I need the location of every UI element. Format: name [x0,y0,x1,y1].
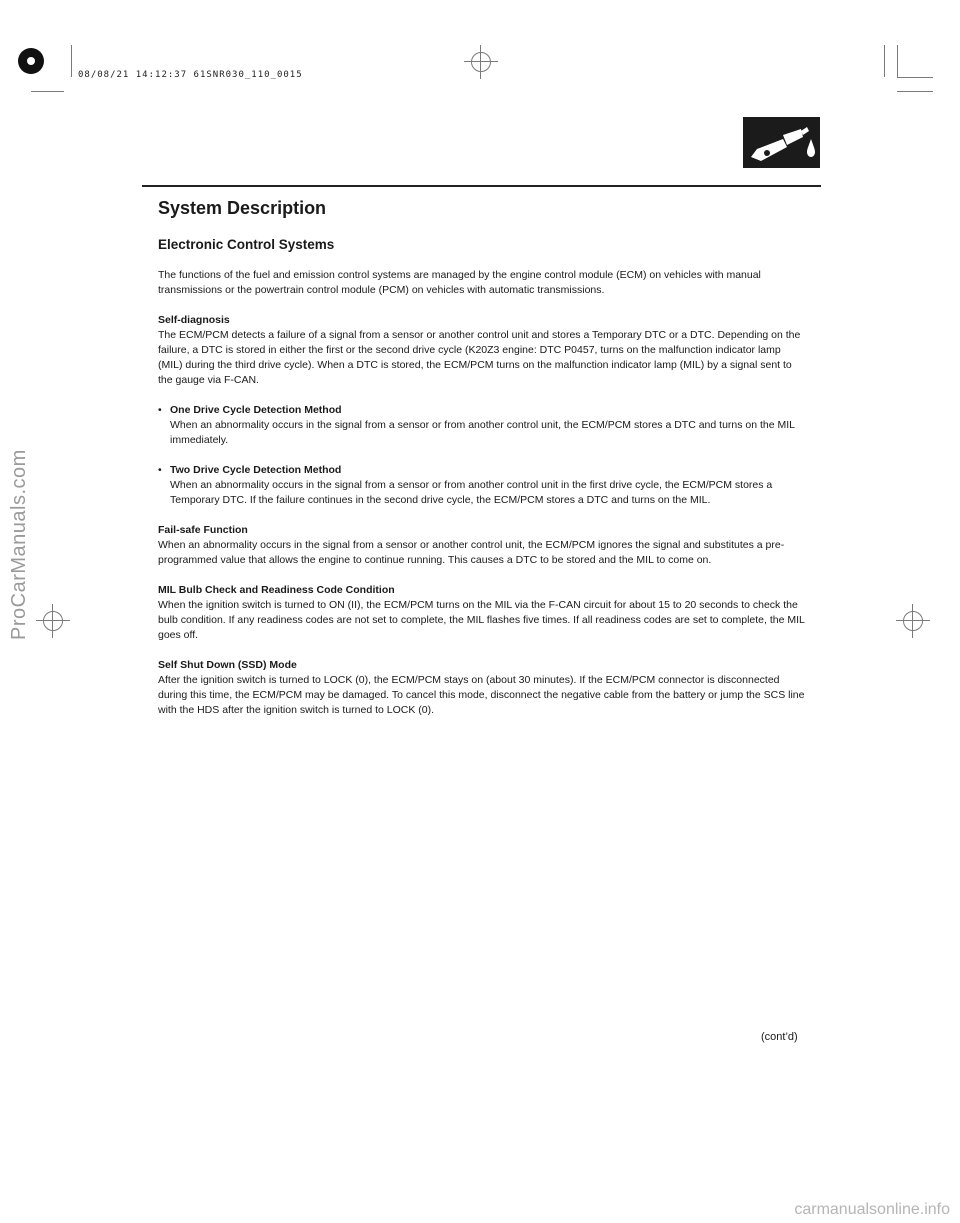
ssd-mode-body: After the ignition switch is turned to LOCK (0), the ECM/PCM stays on (about 30 minutes). If the ECM/PCM connector is disconnected during this time, the ECM/PCM may be damaged. To cancel this mode, disconnect the negative cable from the battery or jump the SCS line with the HDS after the ignition switch is turned to LOCK (0). [158,674,805,716]
fail-safe-body: When an abnormality occurs in the signal from a sensor or another control unit, the ECM/PCM ignores the signal and substitutes a pre-programmed value that allows the engine to continue running. This causes a DTC to be stored and the MIL to come on. [158,539,785,566]
registration-dot-mark [18,48,44,74]
watermark-text: ProCarManuals.com [8,449,30,640]
continued-note: (cont’d) [761,1031,798,1043]
registration-crosshair-icon [36,604,70,638]
bullet-symbol: • [158,404,162,416]
registration-crosshair-icon [896,604,930,638]
page-title: System Description [158,198,327,218]
mil-check-body: When the ignition switch is turned to ON (II), the ECM/PCM turns on the MIL via the F-CAN circuit for about 15 to 20 seconds to check the bulb condition. If any readiness codes are not set to complete, the MIL flashes five times. If all readiness codes are set to complete, the MIL goes off. [158,599,805,641]
two-drive-cycle-body: When an abnormality occurs in the signal from a sensor or from another control unit in the first drive cycle, the ECM/PCM stores a Temporary DTC. If the failure continues in the second drive cycle, the ECM/PCM stores a DTC and turns on the MIL. [170,479,773,506]
crop-mark [897,45,898,77]
fuel-nozzle-icon [743,117,820,168]
ssd-mode-heading: Self Shut Down (SSD) Mode [158,659,297,671]
bullet-two-drive-cycle [158,463,808,508]
crop-mark [31,91,64,92]
header-rule [142,185,821,187]
crop-mark [884,45,885,77]
self-diagnosis-body: The ECM/PCM detects a failure of a signal from a sensor or another control unit and stores a Temporary DTC or a DTC. Depending on the failure, a DTC is stored in either the first or the second drive cycle (K20Z3 engine: DTC P0457, turns on the malfunction indicator lamp (MIL) during the third drive cycle). When a DTC is stored, the ECM/PCM turns on the malfunction indicator lamp (MIL) by a signal sent to the gauge via F-CAN. [158,329,801,386]
bullet-symbol: • [158,464,162,476]
self-diagnosis-heading: Self-diagnosis [158,314,230,326]
subsection-title: Electronic Control Systems [158,237,335,252]
fail-safe-heading: Fail-safe Function [158,524,248,536]
two-drive-cycle-heading: Two Drive Cycle Detection Method [170,464,342,476]
bottom-watermark: carmanualsonline.info [794,1201,950,1218]
crop-mark [71,45,72,77]
crop-mark [897,77,933,78]
crop-mark [897,91,933,92]
intro-paragraph: The functions of the fuel and emission control systems are managed by the engine control module (ECM) on vehicles with manual transmissions or the powertrain control module (PCM) on vehicles with automatic transmissions. [158,269,761,296]
one-drive-cycle-heading: One Drive Cycle Detection Method [170,404,342,416]
document-body [158,268,808,718]
one-drive-cycle-body: When an abnormality occurs in the signal from a sensor or from another control unit, the ECM/PCM stores a DTC and turns on the MIL immediately. [170,419,795,446]
print-stamp: 08/08/21 14:12:37 61SNR030_110_0015 [78,70,303,80]
registration-crosshair-icon [464,45,498,79]
bullet-one-drive-cycle [158,403,808,448]
mil-check-heading: MIL Bulb Check and Readiness Code Condition [158,584,395,596]
